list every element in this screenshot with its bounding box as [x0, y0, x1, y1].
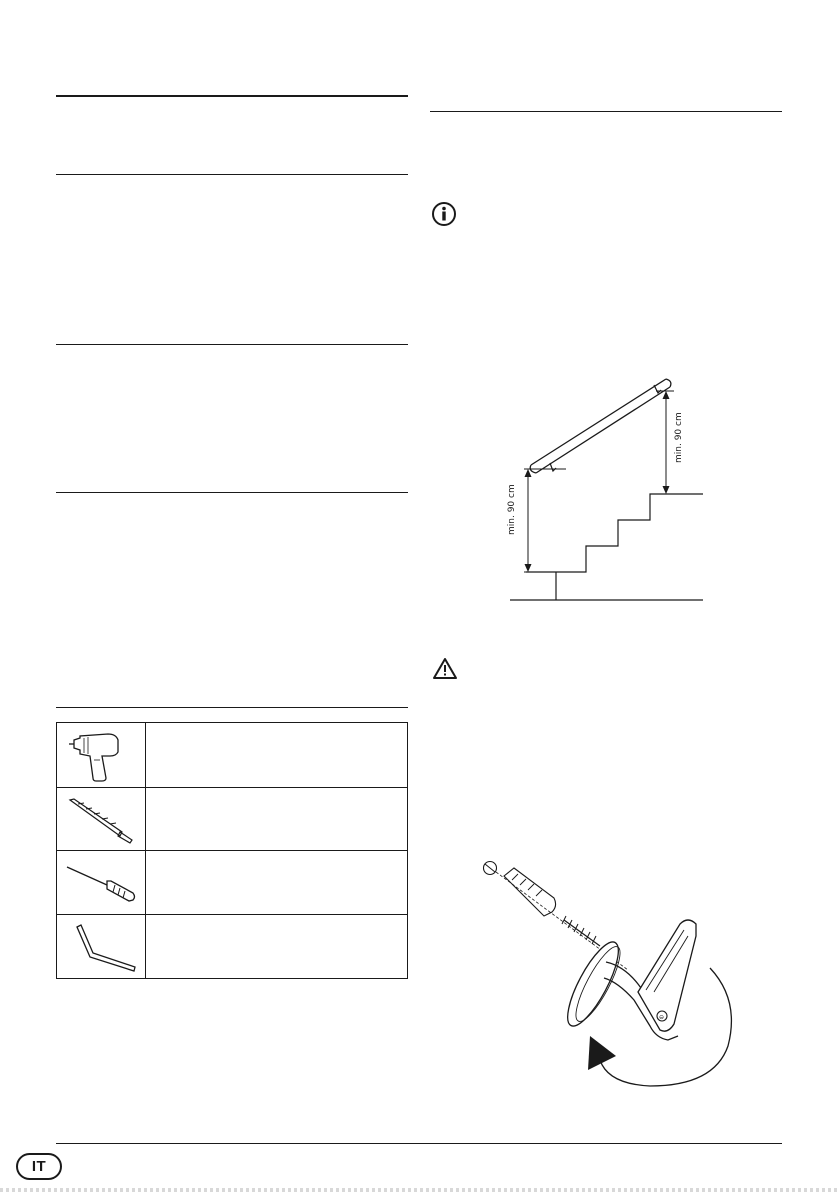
tools-table: [56, 722, 408, 979]
tool-row-drill: [57, 723, 407, 788]
section-rule-5: [56, 707, 408, 708]
drill-icon: [66, 726, 136, 784]
language-badge: IT: [16, 1153, 62, 1180]
warning-icon: [432, 657, 458, 681]
tool-description: [146, 915, 407, 978]
bracket-assembly-illustration: [478, 850, 748, 1090]
section-rule-3: [56, 344, 408, 345]
tool-row-drill-bit: [57, 788, 407, 851]
tool-description: [146, 788, 407, 850]
tool-row-allen-key: [57, 915, 407, 978]
tool-description: [146, 851, 407, 914]
tool-description: [146, 723, 407, 787]
stair-diagram: [498, 365, 713, 605]
footer-rule: [56, 1143, 782, 1144]
svg-text:⊖: ⊖: [659, 1014, 665, 1021]
tool-icon-cell: [57, 915, 146, 978]
tool-row-screwdriver: [57, 851, 407, 915]
section-rule-right: [430, 111, 782, 112]
dimension-label-top: min. 90 cm: [674, 412, 684, 463]
tool-icon-cell: [57, 723, 146, 787]
section-rule-1: [56, 95, 408, 97]
screwdriver-icon: [63, 861, 139, 905]
section-rule-2: [56, 174, 408, 175]
tool-icon-cell: [57, 788, 146, 850]
info-icon: [431, 201, 457, 227]
section-rule-4: [56, 492, 408, 493]
tool-icon-cell: [57, 851, 146, 914]
dimension-label-bottom: min. 90 cm: [507, 484, 517, 535]
drill-bit-icon: [64, 794, 138, 844]
scan-edge-strip: [0, 1188, 839, 1192]
allen-key-icon: [63, 921, 139, 973]
